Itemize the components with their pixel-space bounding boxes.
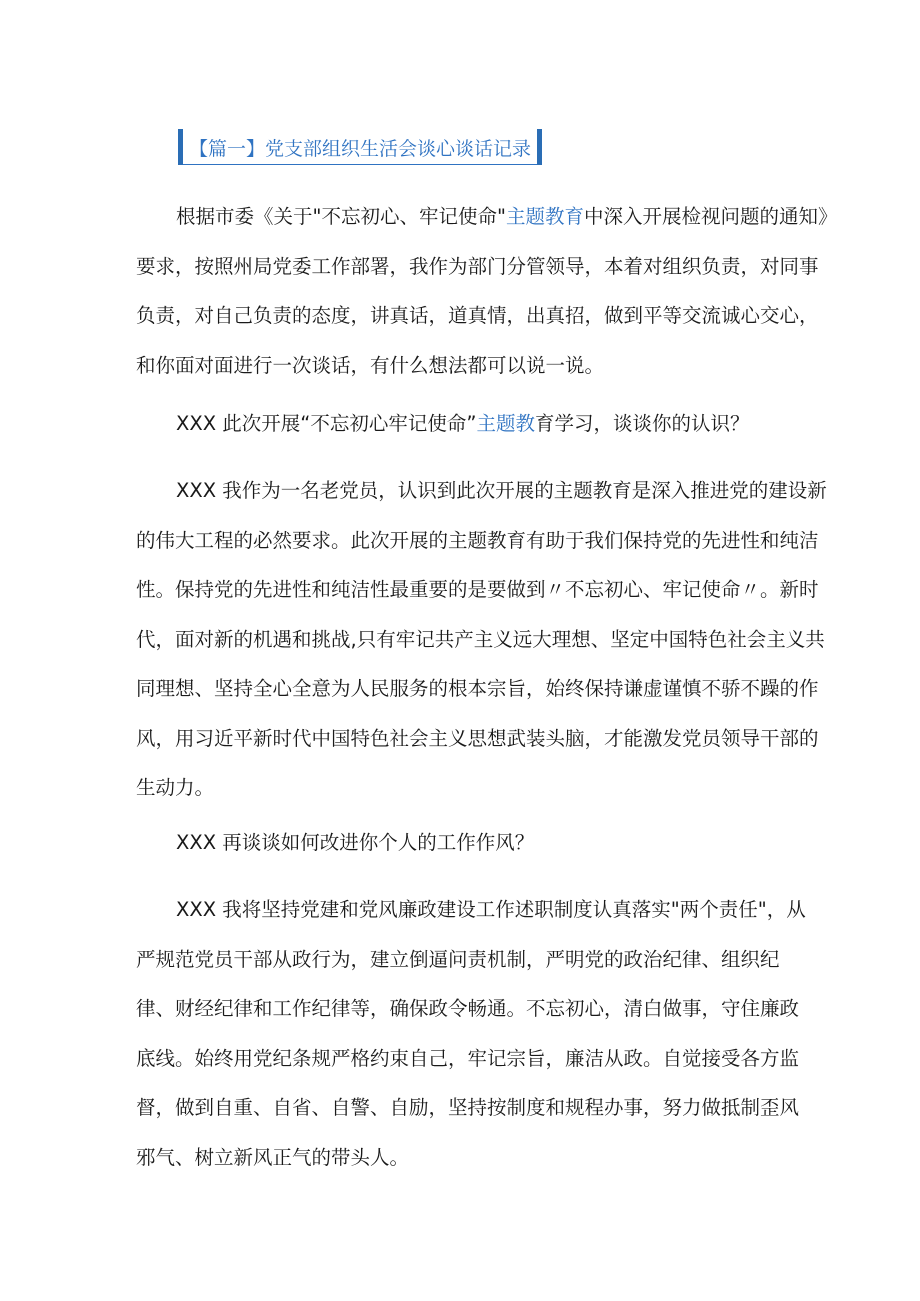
paragraph-line: 邪气、树立新风正气的带头人。	[136, 1145, 410, 1169]
title-text: 【篇一】党支部组织生活会谈心谈话记录	[183, 136, 537, 165]
text-span: XXX 此次开展“不忘初心牢记使命”	[176, 412, 477, 435]
paragraph-line: 的伟大工程的必然要求。此次开展的主题教育有助于我们保持党的先进性和纯洁	[136, 528, 819, 552]
paragraph-line	[136, 192, 838, 242]
paragraph-line: XXX 我作为一名老党员，认识到此次开展的主题教育是深入推进党的建设新	[176, 479, 827, 502]
text-span: 中深入开展检视问题的通知》	[583, 205, 838, 228]
paragraph-line: 要求，按照州局党委工作部署，我作为部门分管领导，本着对组织负责，对同事	[136, 254, 819, 278]
paragraph-line: 负责，对自己负责的态度，讲真话，道真情，出真招，做到平等交流诚心交心，	[136, 304, 819, 327]
paragraph-line: 严规范党员干部从政行为，建立倒逼问责机制，严明党的政治纪律、组织纪	[136, 947, 780, 971]
text-span: 育学习，谈谈你的认识？	[535, 412, 750, 435]
paragraph-line: 风，用习近平新时代中国特色社会主义思想武装头脑，才能激发党员领导干部的	[136, 726, 819, 750]
question-2	[136, 818, 796, 868]
question-1	[136, 399, 796, 449]
paragraph-line: 性。保持党的先进性和纯洁性最重要的是要做到〃不忘初心、牢记使命〃。新时	[136, 578, 819, 601]
paragraph-line: 和你面对面进行一次谈话，有什么想法都可以说一说。	[136, 353, 605, 377]
paragraph-line: 同理想、坚持全心全意为人民服务的根本宗旨，始终保持谦虚谨慎不骄不躁的作	[136, 677, 819, 700]
paragraph-line: 代，面对新的机遇和挑战,只有牢记共产主义远大理想、坚定中国特色社会主义共	[136, 627, 825, 651]
paragraph-line: 生动力。	[136, 776, 215, 799]
section-title	[178, 125, 542, 165]
paragraph-line: 底线。始终用党纪条规严格约束自己，牢记宗旨，廉洁从政。自觉接受各方监	[136, 1046, 800, 1070]
paragraph-line: XXX 再谈谈如何改进你个人的工作作风？	[176, 831, 535, 854]
intro-paragraph	[136, 192, 838, 390]
paragraph-line: 督，做到自重、自省、自警、自励，坚持按制度和规程办事，努力做抵制歪风	[136, 1096, 800, 1119]
text-span: 根据市委《关于"不忘初心、牢记使命"	[176, 205, 506, 228]
paragraph-line	[136, 399, 796, 449]
answer-1	[136, 466, 827, 813]
topic-link[interactable]: 主题教育	[505, 205, 584, 228]
answer-2	[136, 885, 806, 1182]
topic-link[interactable]: 主题教	[476, 412, 535, 435]
paragraph-line: XXX 我将坚持党建和党风廉政建设工作述职制度认真落实"两个责任"，从	[176, 898, 806, 921]
paragraph-line: 律、财经纪律和工作纪律等，确保政令畅通。不忘初心，清白做事，守住廉政	[136, 997, 800, 1020]
title-right-bar	[537, 129, 542, 165]
